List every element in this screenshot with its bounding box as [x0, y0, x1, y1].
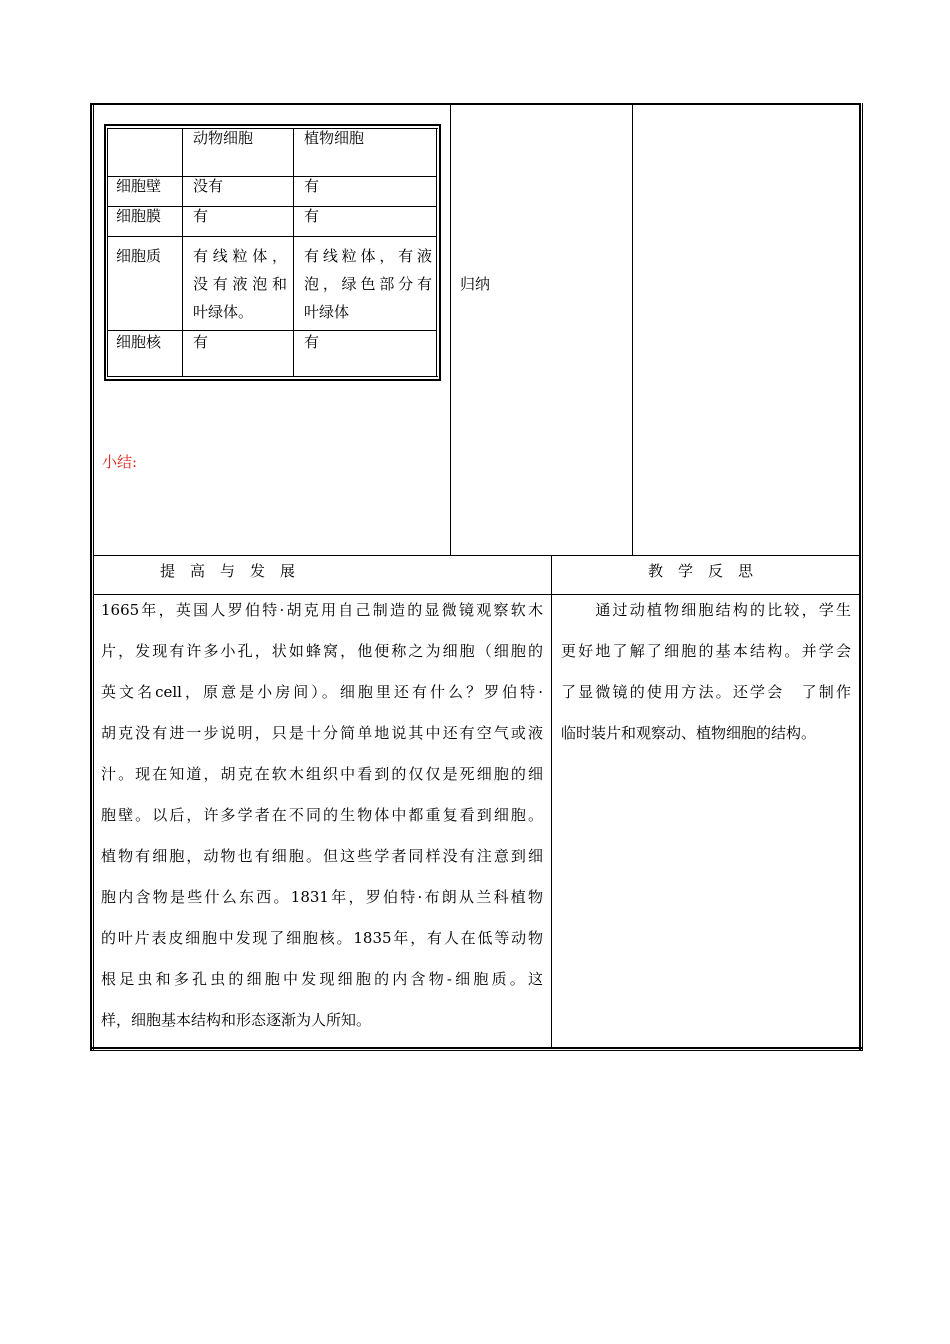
header-animal-cell: 动物细胞: [193, 129, 254, 147]
reflection-line: 了显微镜的使用方法。还学会 了制作: [561, 683, 851, 701]
section-header-reflection: 教 学 反 思: [648, 562, 754, 580]
reflection-line: 通过动植物细胞结构的比较，学生: [561, 601, 851, 619]
cell-wall-plant: 有: [304, 177, 320, 195]
header-plant-cell: 植物细胞: [304, 129, 365, 147]
nucleus-animal: 有: [193, 333, 209, 351]
row-label-cytoplasm: 细胞质: [116, 247, 162, 265]
reflection-line: 临时装片和观察动、植物细胞的结构。: [561, 724, 817, 742]
history-paragraph: [101, 590, 543, 1041]
section-header-improvement: 提 高 与 发 展: [160, 562, 296, 580]
reflection-line: 更好地了解了细胞的基本结构。并学会: [561, 642, 851, 660]
row-label-cell-membrane: 细胞膜: [116, 207, 162, 225]
history-line: 英文名cell，原意是小房间）。细胞里还有什么？罗伯特·: [101, 683, 543, 701]
history-line: 的叶片表皮细胞中发现了细胞核。1835年，有人在低等动物: [101, 929, 543, 947]
cytoplasm-plant: 有线粒体，有液 泡，绿色部分有 叶绿体: [304, 247, 432, 321]
history-line: 根足虫和多孔虫的细胞中发现细胞的内含物-细胞质。这: [101, 970, 543, 988]
nucleus-plant: 有: [304, 333, 320, 351]
history-line: 胞内含物是些什么东西。1831年，罗伯特·布朗从兰科植物: [101, 888, 543, 906]
summary-label: 小结:: [102, 453, 138, 471]
history-line: 片，发现有许多小孔，状如蜂窝，他便称之为细胞（细胞的: [101, 642, 543, 660]
history-line: 胞壁。以后，许多学者在不同的生物体中都重复看到细胞。: [101, 806, 543, 824]
history-line: 植物有细胞，动物也有细胞。但这些学者同样没有注意到细: [101, 847, 543, 865]
history-line: 1665年，英国人罗伯特·胡克用自己制造的显微镜观察软木: [101, 601, 543, 619]
row-label-nucleus: 细胞核: [116, 333, 162, 351]
reflection-paragraph: [561, 590, 851, 754]
middle-column-summary: 归纳: [460, 275, 491, 293]
history-line: 汁。现在知道，胡克在软木组织中看到的仅仅是死细胞的细: [101, 765, 543, 783]
row-label-cell-wall: 细胞壁: [116, 177, 162, 195]
history-line: 样，细胞基本结构和形态逐渐为人所知。: [101, 1011, 372, 1029]
cell-membrane-animal: 有: [193, 207, 209, 225]
history-line: 胡克没有进一步说明，只是十分简单地说其中还有空气或液: [101, 724, 543, 742]
cell-membrane-plant: 有: [304, 207, 320, 225]
cell-wall-animal: 没有: [193, 177, 224, 195]
cytoplasm-animal: 有线粒体， 没有液泡和 叶绿体。: [193, 247, 287, 321]
